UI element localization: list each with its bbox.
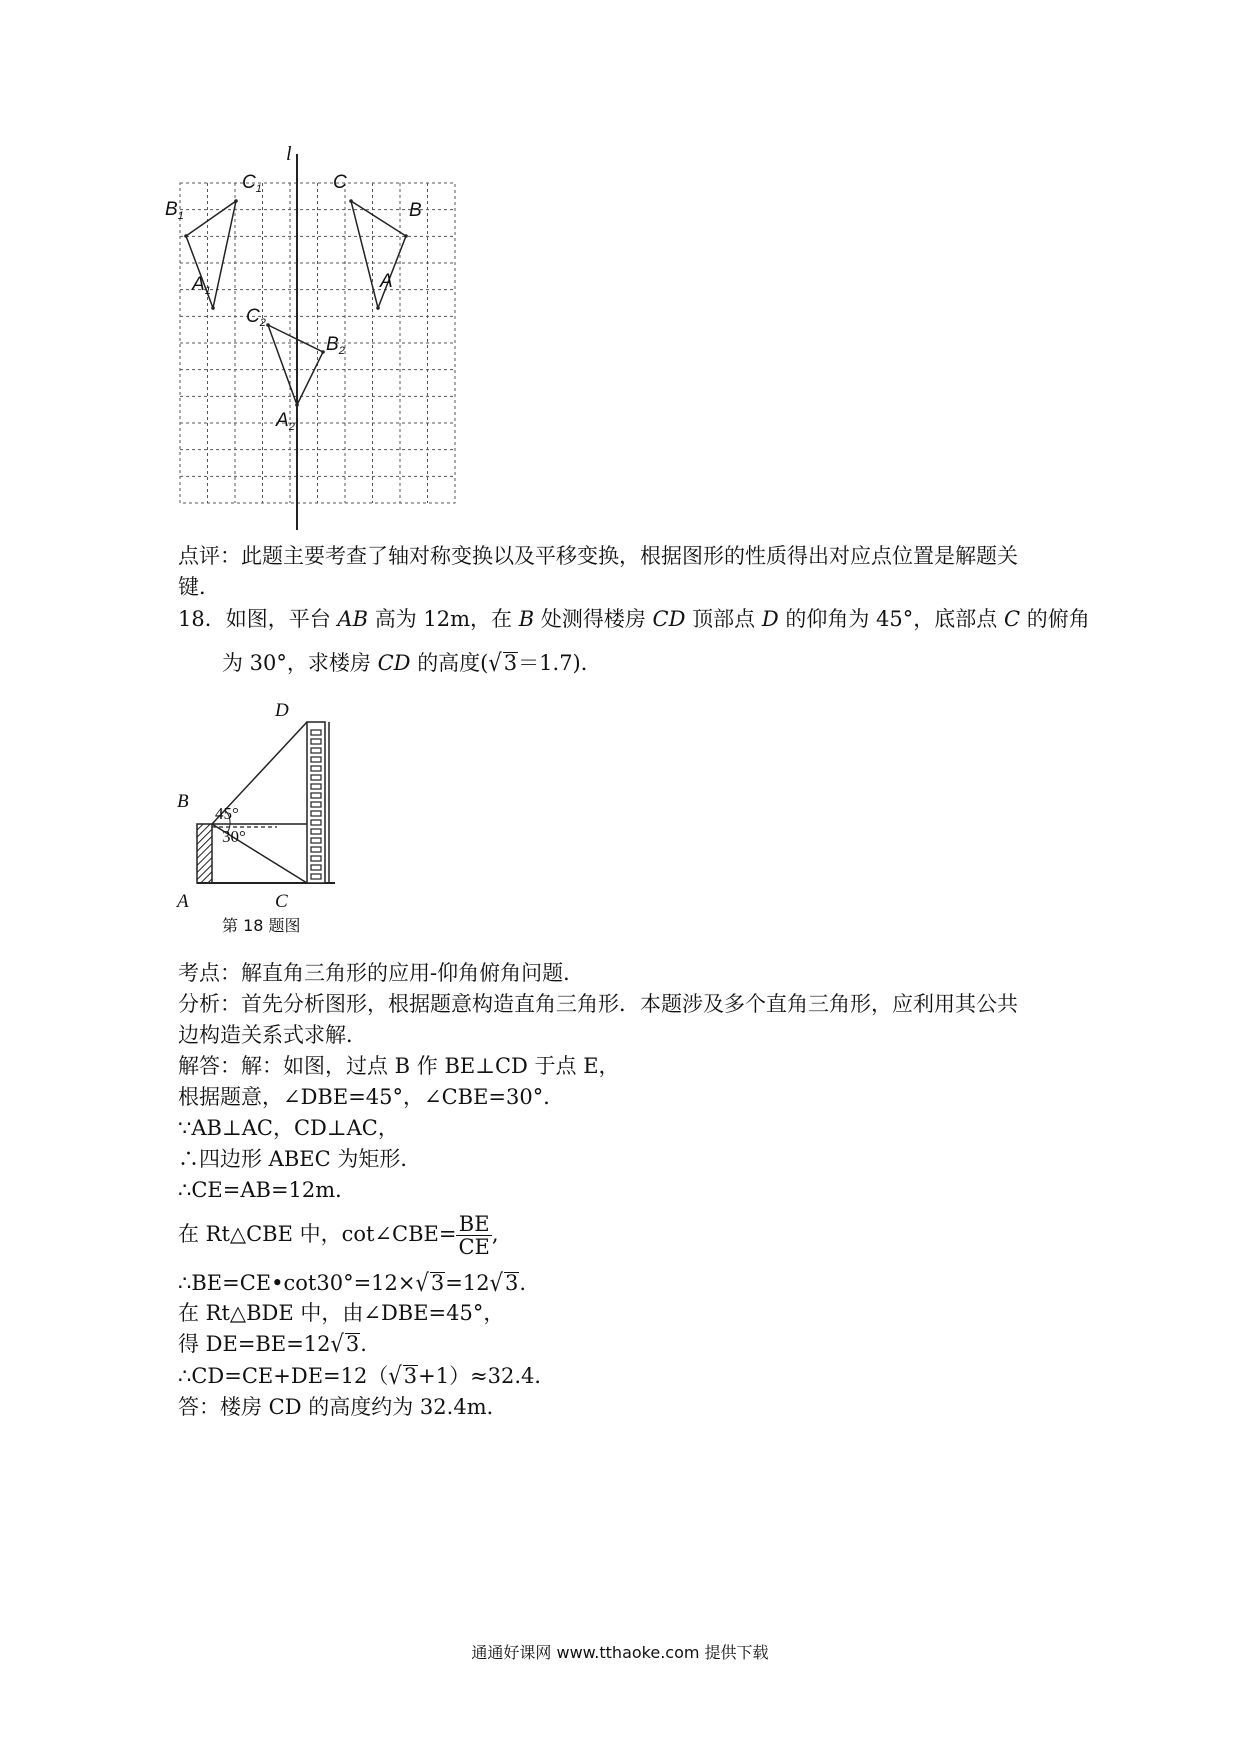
platform-ab [197, 824, 212, 883]
footer: 通通好课网 www.tthaoke.com 提供下载 [471, 1643, 769, 1662]
problem-18-line-2: 为 30°，求楼房 CD 的高度(√3＝1.7)． [222, 649, 602, 677]
grid-figure [150, 140, 500, 540]
figure-caption: 第 18 题图 [222, 916, 301, 935]
solution-step-7: 在 Rt△BDE 中，由∠DBE=45°， [178, 1301, 505, 1325]
problem-18-line-1: 18．如图，平台 AB 高为 12m，在 B 处测得楼房 CD 顶部点 D 的仰角为 45°，底部点 C 的俯角 [178, 607, 1090, 631]
axis-label-l: l [286, 143, 292, 165]
solution-step-8: 得 DE=BE=12√3. [178, 1330, 367, 1358]
fraction-be-ce: $\frac{BE}{CE}$ [458, 1212, 490, 1259]
label-a1: $A_1$ [192, 274, 211, 297]
label-a: A [380, 271, 393, 292]
solution-step-5: 在 Rt△CBE 中，cot∠CBE= $\frac{BE}{CE}$ , [178, 1212, 499, 1259]
solution-step-6: ∴BE=CE•cot30°=12×√3=12√3. [178, 1269, 527, 1297]
fenxi-line-1: 分析：首先分析图形，根据题意构造直角三角形．本题涉及多个直角三角形，应利用其公共 [178, 992, 1018, 1016]
angle-45: 45° [215, 804, 239, 823]
comment-line-2: 键． [178, 575, 220, 599]
solution-step-3: ∴四边形 ABEC 为矩形． [178, 1147, 422, 1171]
label-a2: $A_2$ [276, 410, 295, 433]
solution-step-9: ∴CD=CE+DE=12（√3+1）≈32.4． [178, 1362, 556, 1390]
building-figure [177, 700, 355, 920]
solution-intro: 解答：解：如图，过点 B 作 BE⊥CD 于点 E， [178, 1054, 620, 1078]
label-B: B [177, 791, 189, 812]
label-c1: $C_1$ [242, 172, 262, 195]
triangle-abc [351, 201, 406, 308]
solution-answer: 答：楼房 CD 的高度约为 32.4m． [178, 1395, 508, 1419]
label-C: C [275, 891, 288, 912]
solution-step-2: ∵AB⊥AC，CD⊥AC， [178, 1116, 399, 1140]
grid-lines [180, 183, 455, 503]
solution-step-1: 根据题意，∠DBE=45°，∠CBE=30°． [178, 1085, 565, 1109]
comment-line-1: 点评：此题主要考查了轴对称变换以及平移变换，根据图形的性质得出对应点位置是解题关 [178, 544, 1018, 568]
kaodian: 考点：解直角三角形的应用-仰角俯角问题． [178, 961, 585, 985]
solution-step-4: ∴CE=AB=12m． [178, 1178, 357, 1202]
label-b2: $B_2$ [326, 334, 345, 357]
fenxi-line-2: 边构造关系式求解． [178, 1023, 367, 1047]
label-b1: $B_1$ [165, 199, 184, 222]
label-c: C [333, 172, 347, 193]
label-c2: $C_2$ [246, 306, 266, 329]
angle-30: 30° [222, 827, 246, 846]
label-b: B [409, 200, 422, 221]
label-D: D [275, 700, 289, 721]
label-A: A [177, 891, 189, 912]
triangle-a2b2c2 [268, 325, 323, 405]
